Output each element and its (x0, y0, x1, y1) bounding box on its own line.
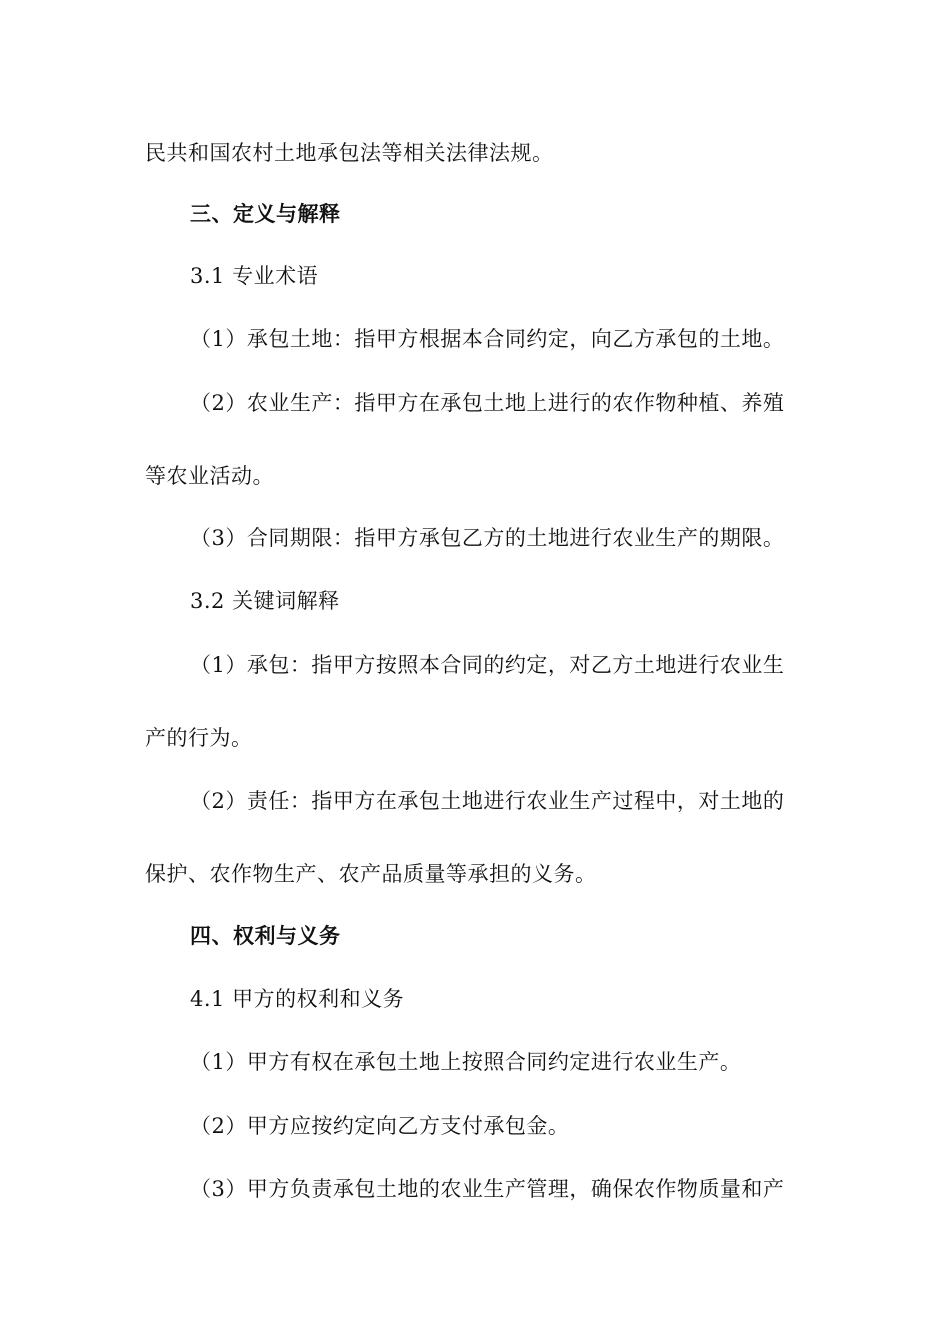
subsection-heading: 3.1 专业术语 (190, 264, 319, 288)
text-line: 等农业活动。 (145, 464, 274, 488)
text-line: （3）甲方负责承包土地的农业生产管理，确保农作物质量和产 (190, 1177, 785, 1201)
text-line: （3）合同期限：指甲方承包乙方的土地进行农业生产的期限。 (190, 526, 785, 550)
text-line: （1）甲方有权在承包土地上按照合同约定进行农业生产。 (190, 1050, 742, 1074)
subsection-heading: 4.1 甲方的权利和义务 (190, 987, 405, 1011)
section-heading: 三、定义与解释 (190, 202, 341, 226)
text-line: 民共和国农村土地承包法等相关法律法规。 (145, 141, 554, 165)
text-line: 产的行为。 (145, 726, 253, 750)
text-line: （2）甲方应按约定向乙方支付承包金。 (190, 1114, 570, 1138)
text-line: 保护、农作物生产、农产品质量等承担的义务。 (145, 862, 597, 886)
text-line: （1）承包：指甲方按照本合同的约定，对乙方土地进行农业生 (190, 653, 785, 677)
text-line: （2）责任：指甲方在承包土地进行农业生产过程中，对土地的 (190, 789, 785, 813)
section-heading: 四、权利与义务 (190, 924, 341, 948)
text-line: （1）承包土地：指甲方根据本合同约定，向乙方承包的土地。 (190, 327, 785, 351)
subsection-heading: 3.2 关键词解释 (190, 589, 340, 613)
text-line: （2）农业生产：指甲方在承包土地上进行的农作物种植、养殖 (190, 391, 785, 415)
